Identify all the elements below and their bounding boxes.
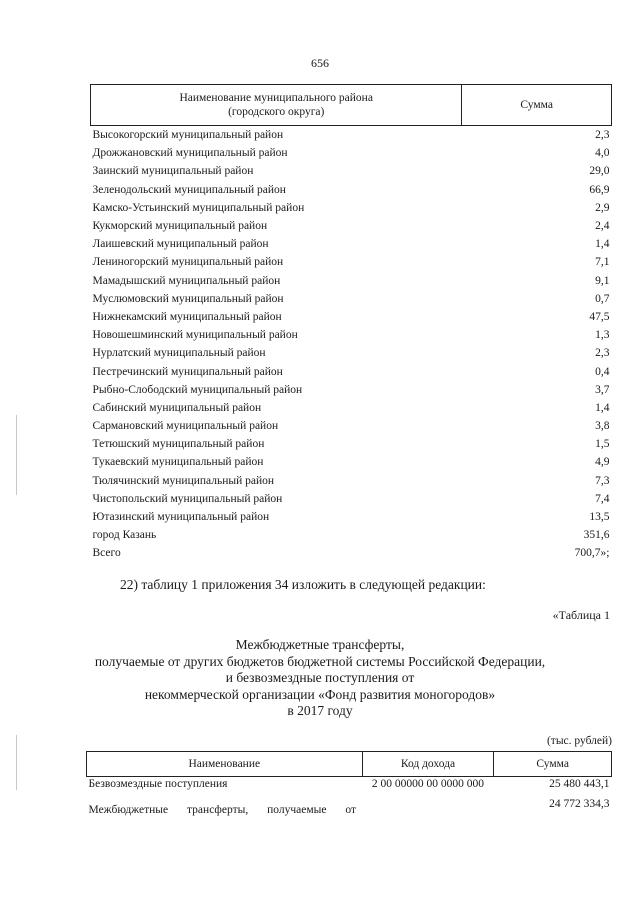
district-name: Рыбно-Слободский муниципальный район — [92, 383, 303, 396]
table-row — [91, 399, 612, 417]
table-row — [91, 472, 612, 490]
district-sum: 1,4 — [595, 401, 610, 414]
district-sum: 0,4 — [595, 365, 610, 378]
district-sum: 2,9 — [595, 201, 610, 214]
income-code — [362, 797, 494, 817]
table-header-row — [91, 85, 612, 126]
district-sum: 2,3 — [595, 129, 610, 142]
district-name: Тетюшский муниципальный район — [92, 438, 265, 451]
column-header-sum: Сумма — [494, 752, 612, 777]
district-sum: 4,0 — [595, 147, 610, 160]
district-name: Зеленодольский муниципальный район — [92, 183, 286, 196]
district-name: Лаишевский муниципальный район — [92, 238, 269, 251]
district-sum: 2,4 — [595, 220, 610, 233]
district-sum: 1,3 — [595, 329, 610, 342]
district-name: Муслюмовский муниципальный район — [92, 292, 284, 305]
district-sum: 9,1 — [595, 274, 610, 287]
district-sum: 47,5 — [589, 310, 610, 323]
table-row — [91, 435, 612, 453]
district-sum: 7,1 — [595, 256, 610, 269]
column-header-sum: Сумма — [462, 85, 612, 126]
district-name: Мамадышский муниципальный район — [92, 274, 281, 287]
title-line: получаемые от других бюджетов бюджетной системы Российской Федерации, — [94, 653, 546, 669]
income-sum: 25 480 443,1 — [549, 778, 610, 790]
district-name: Нижнекамский муниципальный район — [92, 310, 282, 323]
district-sum: 1,5 — [595, 438, 610, 451]
table-row — [91, 381, 612, 399]
district-name: Лениногорский муниципальный район — [92, 256, 284, 269]
title-line: Межбюджетные трансферты, — [235, 637, 405, 652]
table-row — [87, 777, 612, 798]
table-row — [91, 344, 612, 362]
transfers-by-district-table — [90, 84, 612, 563]
total-sum: 700,7»; — [574, 547, 610, 560]
income-sum: 24 772 334,3 — [549, 798, 610, 810]
table-row — [91, 453, 612, 471]
table-row — [91, 253, 612, 271]
district-name: Пестречинский муниципальный район — [92, 365, 283, 378]
district-name: Тукаевский муниципальный район — [92, 456, 264, 469]
column-header-name: Наименование — [87, 752, 363, 777]
units-label: (тыс. рублей) — [546, 735, 612, 747]
total-label: Всего — [92, 547, 121, 560]
income-code: 2 00 00000 00 0000 000 — [371, 778, 485, 790]
table-title — [0, 637, 640, 720]
district-sum: 7,3 — [595, 474, 610, 487]
district-sum: 66,9 — [589, 183, 610, 196]
table-row — [91, 326, 612, 344]
district-sum: 4,9 — [595, 456, 610, 469]
table-row — [87, 797, 612, 817]
district-sum: 2,3 — [595, 347, 610, 360]
district-name: Нурлатский муниципальный район — [92, 347, 266, 360]
column-header-code: Код дохода — [362, 752, 494, 777]
table-row — [91, 308, 612, 326]
district-name: Дрожжановский муниципальный район — [92, 147, 288, 160]
table-row — [91, 199, 612, 217]
table-row — [91, 162, 612, 180]
table-row — [91, 362, 612, 380]
table-row — [91, 144, 612, 162]
district-name: Кукморский муниципальный район — [92, 220, 268, 233]
table-row — [91, 126, 612, 145]
district-sum: 29,0 — [589, 165, 610, 178]
district-name: Тюлячинский муниципальный район — [92, 474, 275, 487]
table-total-row — [91, 544, 612, 562]
table-row — [91, 490, 612, 508]
scan-margin-mark — [16, 735, 17, 790]
table-label: «Таблица 1 — [552, 608, 610, 622]
district-sum: 3,8 — [595, 420, 610, 433]
income-name: Межбюджетные трансферты, получаемые от — [88, 804, 357, 816]
scan-margin-mark — [16, 415, 17, 495]
district-name: Новошешминский муниципальный район — [92, 329, 298, 342]
table-row — [91, 417, 612, 435]
district-name: Высокогорский муниципальный район — [92, 129, 284, 142]
page-number: 656 — [311, 56, 329, 70]
district-name: Камско-Устьинский муниципальный район — [92, 201, 305, 214]
table-row — [91, 508, 612, 526]
income-name: Безвозмездные поступления — [88, 778, 228, 790]
district-name: Сабинский муниципальный район — [92, 401, 262, 414]
table-row — [91, 526, 612, 544]
table-row — [91, 272, 612, 290]
table-row — [91, 235, 612, 253]
district-sum: 1,4 — [595, 238, 610, 251]
district-name: Сармановский муниципальный район — [92, 420, 279, 433]
column-header-name: Наименование муниципального района (городского округа) — [91, 85, 462, 126]
district-sum: 0,7 — [595, 292, 610, 305]
table-row — [91, 290, 612, 308]
district-name: Чистопольский муниципальный район — [92, 492, 283, 505]
district-sum: 351,6 — [583, 529, 610, 542]
district-name: город Казань — [92, 529, 157, 542]
district-sum: 3,7 — [595, 383, 610, 396]
district-sum: 7,4 — [595, 492, 610, 505]
district-name: Заинский муниципальный район — [92, 165, 254, 178]
district-name: Ютазинский муниципальный район — [92, 511, 270, 524]
title-line: в 2017 году — [287, 703, 353, 718]
table-row — [91, 181, 612, 199]
table-row — [91, 217, 612, 235]
table-header-row — [87, 752, 612, 777]
district-sum: 13,5 — [589, 511, 610, 524]
title-line: и безвозмездные поступления от — [225, 670, 415, 685]
transfers-income-table — [86, 751, 612, 817]
title-line: некоммерческой организации «Фонд развития моногородов» — [144, 686, 496, 702]
amendment-paragraph: 22) таблицу 1 приложения 34 изложить в следующей редакции: — [120, 577, 486, 592]
